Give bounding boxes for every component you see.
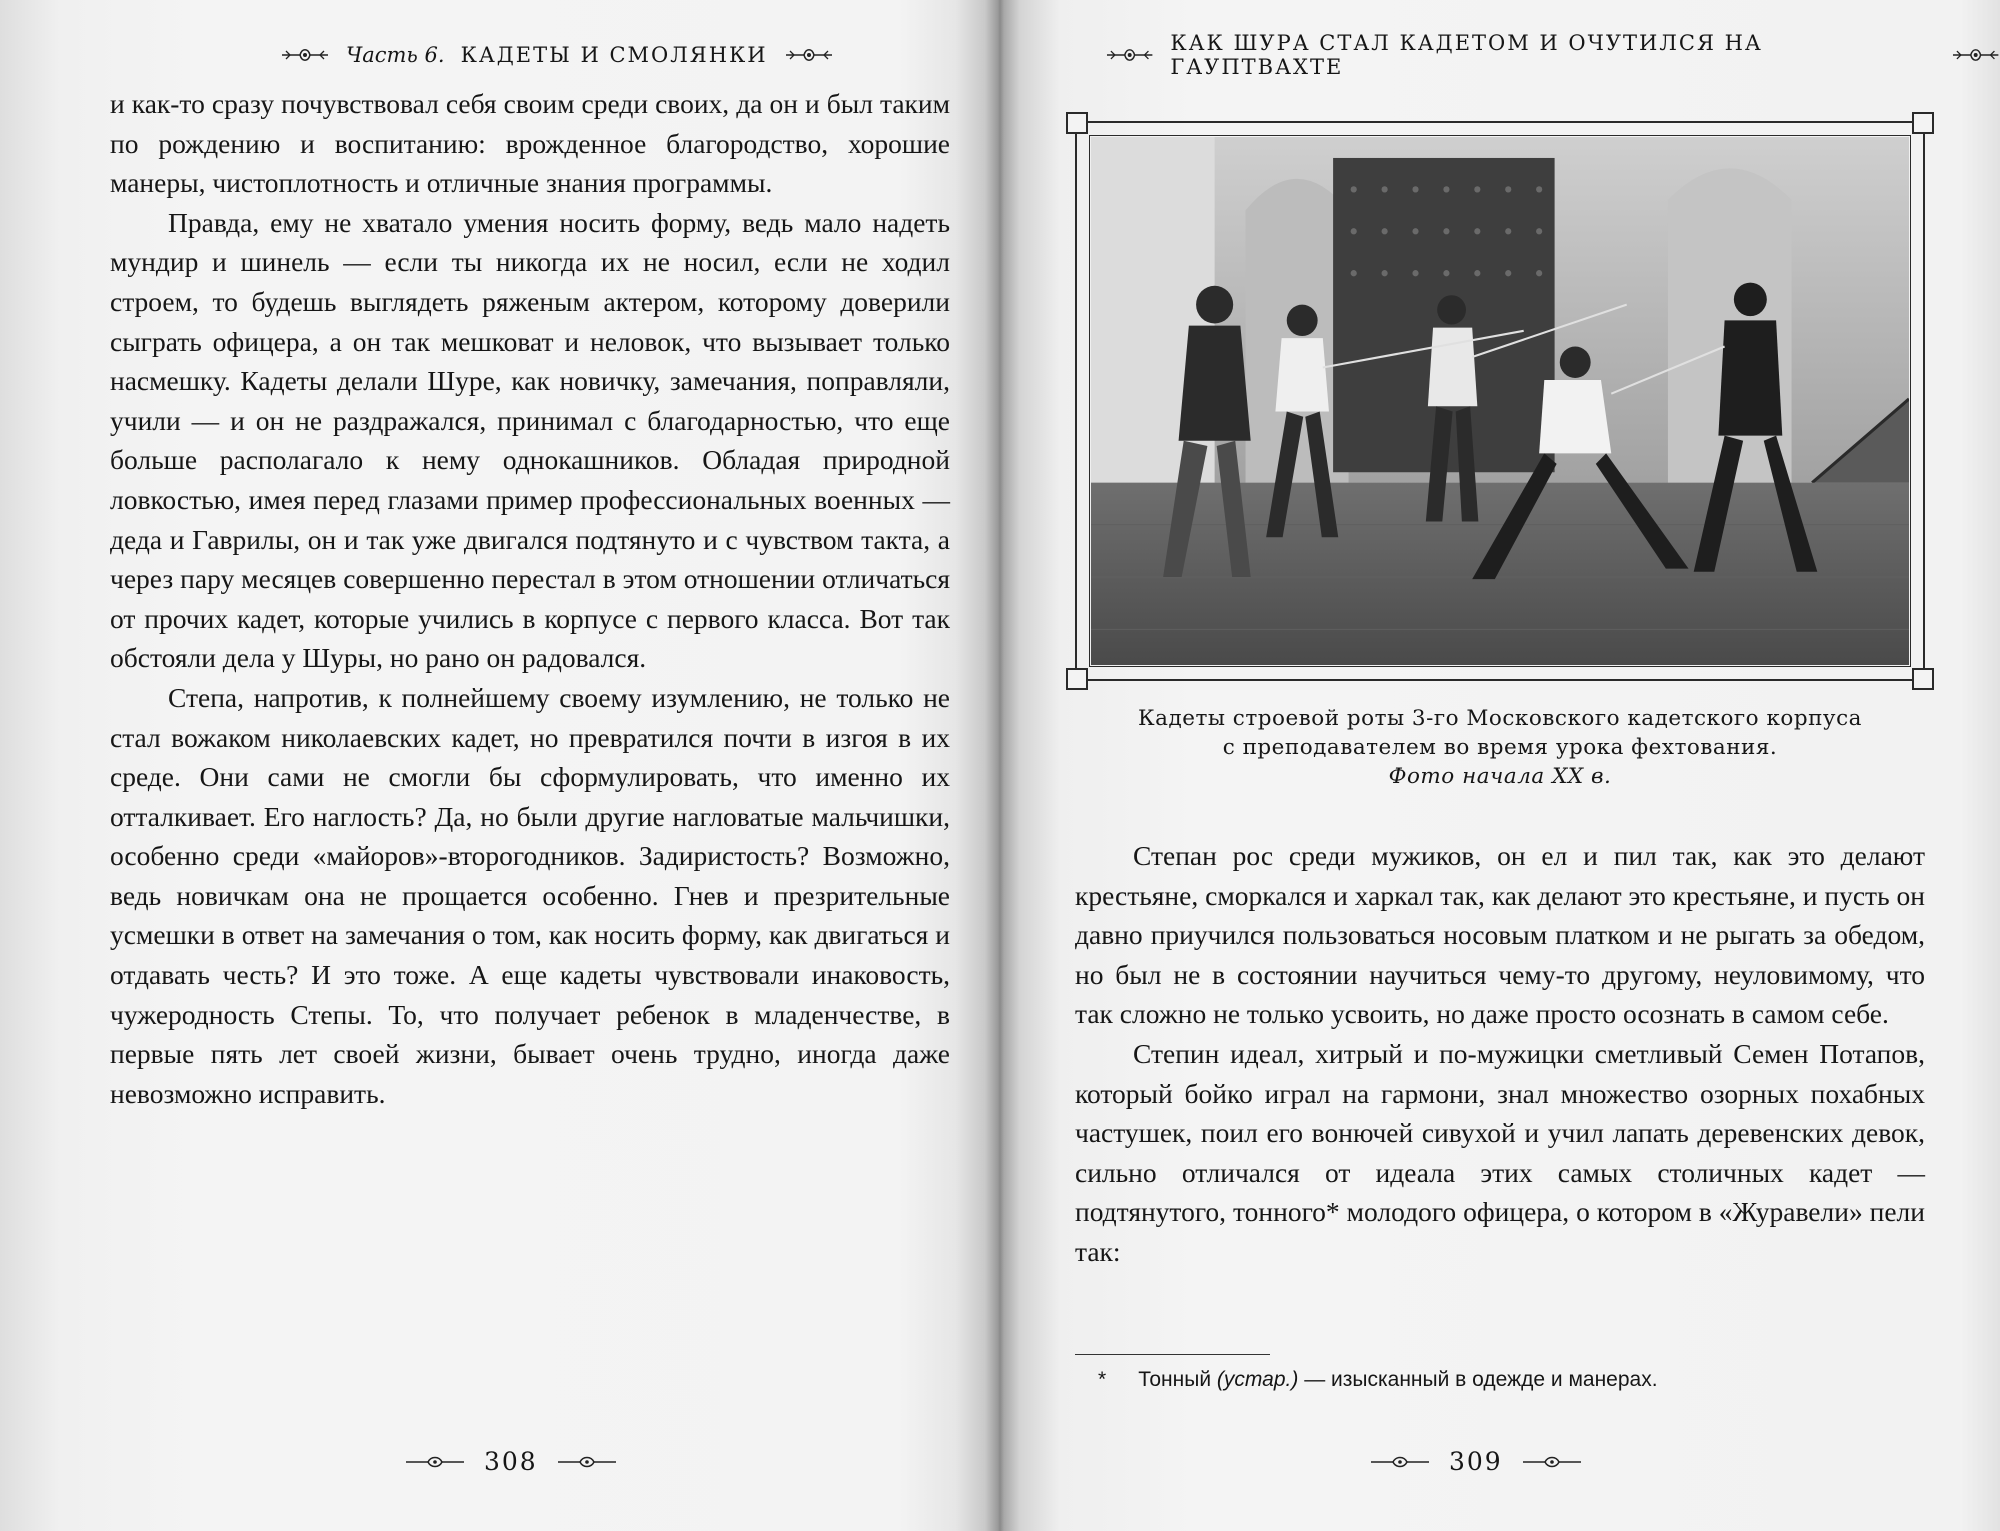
page-number: 309: [1449, 1447, 1503, 1476]
running-head-title: КАК ШУРА СТАЛ КАДЕТОМ И ОЧУТИЛСЯ НА ГАУПТВАХТЕ: [1170, 31, 1763, 79]
footnote-marker: *: [1098, 1368, 1107, 1391]
footnote-term: Тонный: [1138, 1368, 1212, 1391]
frame-corner: [1066, 112, 1088, 134]
left-page-number: [404, 1447, 618, 1476]
photo-caption: [1075, 704, 1925, 791]
paragraph: Степан рос среди мужиков, он ел и пил так, как это делают крестьяне, сморкался и харкал так, как делают это крестьяне, и пусть он давно приучился пользоваться носовым платком и не рыгать за обедом, но был не в состоянии научиться чему-то другому, неуловимому, что так сложно не только усвоить, но даже просто осознать в самом себе.: [1075, 840, 1925, 1030]
right-page: [1010, 0, 2000, 1531]
left-running-head: [280, 40, 834, 70]
ornament-icon: [556, 1454, 618, 1470]
footnote-note: (устар.): [1216, 1368, 1299, 1391]
right-page-number: [1369, 1447, 1583, 1476]
frame-corner: [1912, 668, 1934, 690]
frame-corner: [1912, 112, 1934, 134]
caption-line: Кадеты строевой роты 3-го Московского кадетского корпуса: [1138, 706, 1862, 731]
paragraph: Степин идеал, хитрый и по-мужицки сметливый Семен Потапов, который бойко играл на гармони, знал множество озорных похабных частушек, поил его вонючей сивухой и учил лапать деревенских девок, сильно отличался от идеала этих самых столичных кадет — подтянутого, тонного* молодого офицера, о котором в «Журавели» пели так:: [1075, 1037, 1925, 1267]
ornament-icon: [1951, 45, 2000, 65]
running-head-part: Часть 6.: [346, 43, 445, 67]
photo-credit: Фото начала XX в.: [1388, 764, 1612, 789]
fencing-lesson-photo: [1091, 137, 1909, 665]
caption-line: с преподавателем во время урока фехтования.: [1222, 735, 1778, 760]
ornament-icon: [280, 45, 330, 65]
left-page: [0, 0, 990, 1531]
frame-corner: [1066, 668, 1088, 690]
running-head-title: КАДЕТЫ И СМОЛЯНКИ: [460, 43, 768, 67]
photo-frame: [1075, 121, 1925, 681]
ornament-icon: [1105, 45, 1154, 65]
left-body-text: [110, 84, 950, 1113]
right-body-text: [1075, 836, 1925, 1272]
paragraph: Степа, напротив, к полнейшему своему изумлению, не только не стал вожаком николаевских кадет, но превратился почти в изгоя в их среде. Они сами не смогли бы сформулировать, что именно их отталкивает. Его наглость? Да, но были другие нагловатые мальчишки, особенно среди «майоров»-второгодников. Задиристость? Возможно, ведь новичкам она не прощается особенно. Гнев и презрительные усмешки в ответ на замечания о том, как носить форму, как двигаться и отдавать честь? И это тоже. А еще кадеты чувствовали инаковость, чужеродность Степы. То, что получает ребенок в младенчестве, в первые пять лет своей жизни, бывает очень трудно, иногда даже невозможно исправить.: [110, 681, 950, 1109]
ornament-icon: [1521, 1454, 1583, 1470]
ornament-icon: [1369, 1454, 1431, 1470]
footnote-rule: [1075, 1354, 1270, 1355]
paragraph: Правда, ему не хватало умения носить форму, ведь мало надеть мундир и шинель — если ты никогда их не носил, если не ходил строем, то будешь выглядеть ряженым актером, которому доверили сыграть офицера, а он так мешковат и неловок, что вызывает только насмешку. Кадеты делали Шуре, как новичку, замечания, поправляли, учили — и он не раздражался, принимал с благодарностью, что еще больше располагало к нему однокашников. Обладая природной ловкостью, имея перед глазами пример профессиональных военных — деда и Гаврилы, он и так уже двигался подтянуто и с чувством такта, а через пару месяцев совершенно перестал в этом отношении отличаться от прочих кадет, которые учились в корпусе с первого класса. Вот так обстояли дела у Шуры, но рано он радовался.: [110, 206, 950, 674]
footnote: [1098, 1366, 1658, 1394]
ornament-icon: [784, 45, 834, 65]
paragraph: и как-то сразу почувствовал себя своим среди своих, да он и был таким по рождению и воспитанию: врожденное благородство, хорошие манеры, чистоплотность и отличные знания программы.: [110, 88, 950, 199]
photo-illustration: [1091, 137, 1909, 665]
ornament-icon: [404, 1454, 466, 1470]
page-number: 308: [484, 1447, 538, 1476]
right-running-head: [1105, 31, 2000, 79]
footnote-text: [1138, 1366, 1657, 1394]
footnote-definition: — изысканный в одежде и манерах.: [1304, 1368, 1658, 1391]
